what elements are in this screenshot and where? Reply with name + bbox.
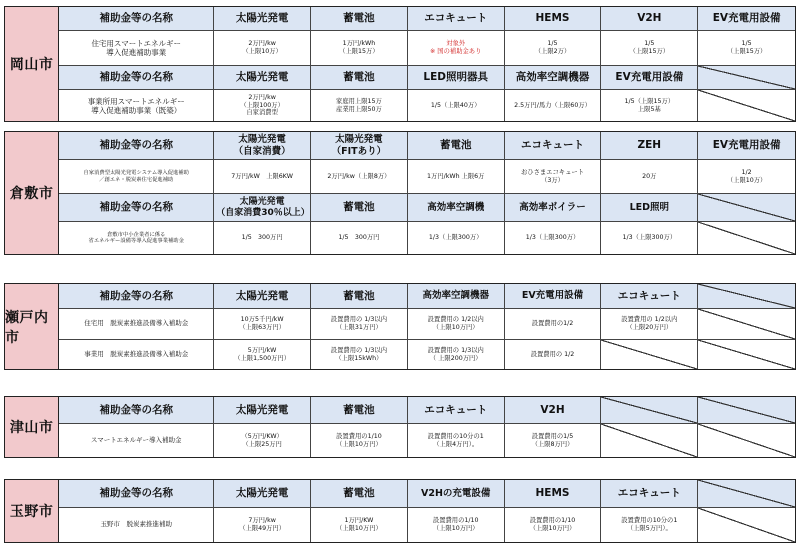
- tamano-block: [4, 479, 796, 543]
- header-cell: ZEH: [601, 132, 698, 159]
- empty-cell: [698, 90, 795, 121]
- tsuyama-block: [4, 396, 796, 458]
- header-cell: エコキュート: [601, 284, 698, 308]
- empty-cell: [601, 424, 698, 457]
- data-cell: 1/5 （上限15万）: [726, 40, 767, 55]
- program-name: 住宅用スマートエネルギー 導入促進補助事業: [59, 31, 214, 65]
- data-cell: 5万円/kW （上限1,500万円）: [214, 340, 311, 369]
- header-cell: 補助金等の名称: [59, 397, 214, 423]
- header-cell: LED照明器具: [408, 66, 505, 89]
- header-cell: 高効率ボイラー: [505, 194, 602, 221]
- header-cell: 補助金等の名称: [59, 480, 214, 507]
- header-cell: 太陽光発電: [214, 397, 311, 423]
- city-label: 津山市: [5, 397, 59, 457]
- empty-header-cell: [698, 194, 795, 221]
- setouchi-block: [4, 283, 796, 370]
- program-name: 自家消費型太陽光発電システム導入促進補助 ／創エネ・脱炭素住宅促進補助: [59, 160, 214, 193]
- program-name: 事業所用スマートエネルギー 導入促進補助事業（既築）: [59, 90, 214, 121]
- data-cell: 7万円/kW 上限6KW: [214, 160, 311, 193]
- header-cell: 太陽光発電 （自家消費）: [214, 132, 311, 159]
- header-cell: EV充電用設備: [698, 7, 795, 30]
- header-cell: V2H: [601, 7, 698, 30]
- data-cell: 設置費用の 1/3以内 （上限15kWh）: [311, 340, 408, 369]
- header-cell: 補助金等の名称: [59, 194, 214, 221]
- data-cell: 2万円/kw （上限10万）: [214, 31, 311, 65]
- header-cell: V2Hの充電設備: [408, 480, 505, 507]
- data-cell: 家庭用上限15万 産業用上限50万: [311, 90, 408, 121]
- header-cell: 太陽光発電: [214, 480, 311, 507]
- header-cell: 太陽光発電: [214, 66, 311, 89]
- program-name: 玉野市 脱炭素推進補助: [59, 508, 214, 542]
- data-cell: 7万円/kw （上限49万円）: [214, 508, 311, 542]
- empty-header-cell: [698, 480, 795, 507]
- header-cell: エコキュート: [408, 397, 505, 423]
- header-cell: 蓄電池: [311, 480, 408, 507]
- header-cell: 高効率空調機器: [505, 66, 602, 89]
- data-cell: 設置費用の 1/2以内 （上限20万円）: [601, 309, 698, 339]
- empty-cell: [698, 340, 795, 369]
- data-cell: 設置費用の 1/2: [505, 340, 602, 369]
- data-cell: 設置費用の1/10 （上限10万円）: [311, 424, 408, 457]
- data-cell: 2万円/kw（上限8万）: [311, 160, 408, 193]
- header-cell: EV充電用設備: [601, 66, 698, 89]
- program-name: スマートエネルギー導入補助金: [59, 424, 214, 457]
- data-cell: 1/2 （上限10万）: [726, 168, 767, 184]
- not-eligible-note: 対象外 ※ 国の補助金あり: [408, 31, 505, 65]
- empty-cell: [698, 424, 795, 457]
- empty-cell: [698, 309, 795, 339]
- data-cell: 設置費用の10分の1 （上限4万円）。: [408, 424, 505, 457]
- city-label: 倉敷市: [5, 132, 59, 254]
- data-cell: 2.5万円/馬力（上限60万）: [505, 90, 602, 121]
- header-cell: 太陽光発電 （FITあり）: [311, 132, 408, 159]
- data-cell: 20万: [601, 160, 698, 193]
- data-cell: 設置費用の 1/2以内 （上限10万円）: [408, 309, 505, 339]
- header-cell: 蓄電池: [311, 284, 408, 308]
- data-cell: 設置費用の1/10 （上限10万円）: [505, 508, 602, 542]
- data-cell: 設置費用の1/10 （上限10万円）: [408, 508, 505, 542]
- header-cell: EV充電用設備: [505, 284, 602, 308]
- data-cell: 1/3（上限300万）: [601, 222, 698, 254]
- header-cell: 高効率空調機: [408, 194, 505, 221]
- data-cell: （5万円/KW） （上限25万円: [214, 424, 311, 457]
- header-cell: 太陽光発電: [214, 7, 311, 30]
- data-cell: 1/5 300万円: [214, 222, 311, 254]
- header-cell: 蓄電池: [311, 397, 408, 423]
- header-cell: 太陽光発電 （自家消費30％以上）: [214, 194, 311, 221]
- data-cell: 1/3（上限300万）: [408, 222, 505, 254]
- kurashiki-block: [4, 131, 796, 255]
- data-cell: 1/5 300万円: [311, 222, 408, 254]
- header-cell: V2H: [505, 397, 602, 423]
- header-cell: エコキュート: [505, 132, 602, 159]
- header-cell: 補助金等の名称: [59, 66, 214, 89]
- header-cell: 蓄電池: [311, 66, 408, 89]
- header-cell: LED照明: [601, 194, 698, 221]
- header-cell: 蓄電池: [408, 132, 505, 159]
- data-cell: 1/5 （上限2万）: [505, 31, 602, 65]
- data-cell: 設置費用の10分の1 （上限5万円）。: [601, 508, 698, 542]
- data-cell: 設置費用の1/2: [505, 309, 602, 339]
- empty-header-cell: [698, 284, 795, 308]
- data-cell: おひさまエコキュート （3万）: [505, 160, 602, 193]
- header-cell: 太陽光発電: [214, 284, 311, 308]
- data-cell: 1万円/kWh （上限15万）: [311, 31, 408, 65]
- header-cell: エコキュート: [601, 480, 698, 507]
- header-cell: 蓄電池: [311, 194, 408, 221]
- header-cell: EV充電用設備: [698, 132, 795, 159]
- empty-cell: [698, 222, 795, 254]
- data-cell: 1/5（上限15万） 上限5基: [601, 90, 698, 121]
- header-cell: 高効率空調機器: [408, 284, 505, 308]
- program-name: 倉敷市中小企業者に係る 省エネルギー設備等導入促進事業補助金: [59, 222, 214, 254]
- data-cell: 1/3（上限300万）: [505, 222, 602, 254]
- program-name: 事業用 脱炭素推進設備導入補助金: [59, 340, 214, 369]
- empty-header-cell: [698, 66, 795, 89]
- data-cell: 2万円/kw （上限100万） 自家消費型: [214, 90, 311, 121]
- city-label: 玉野市: [5, 480, 59, 542]
- data-cell: 1/5 （上限15万）: [601, 31, 698, 65]
- header-cell: HEMS: [505, 480, 602, 507]
- header-cell: 補助金等の名称: [59, 284, 214, 308]
- data-cell: 設置費用の1/5 （上限8万円）: [505, 424, 602, 457]
- okayama-block: [4, 6, 796, 122]
- empty-cell: [601, 340, 698, 369]
- header-cell: 補助金等の名称: [59, 132, 214, 159]
- header-cell: 補助金等の名称: [59, 7, 214, 30]
- data-cell: 設置費用の 1/3以内 （上限31万円）: [311, 309, 408, 339]
- program-name: 住宅用 脱炭素推進設備導入補助金: [59, 309, 214, 339]
- data-cell: 10万5千円/kW （上限63万円）: [214, 309, 311, 339]
- data-cell: 1万円/kWh 上限6万: [408, 160, 505, 193]
- city-label: 岡山市: [5, 7, 59, 121]
- empty-cell: [698, 508, 795, 542]
- empty-header-cell: [698, 397, 795, 423]
- city-label: 瀬戸内市: [5, 284, 59, 369]
- data-cell: 1/5（上限40万）: [408, 90, 505, 121]
- header-cell: エコキュート: [408, 7, 505, 30]
- header-cell: HEMS: [505, 7, 602, 30]
- header-cell: 蓄電池: [311, 7, 408, 30]
- empty-header-cell: [601, 397, 698, 423]
- data-cell: 設置費用の 1/3以内 （ 上限200万円）: [408, 340, 505, 369]
- data-cell: 1万円/KW （上限10万円）: [311, 508, 408, 542]
